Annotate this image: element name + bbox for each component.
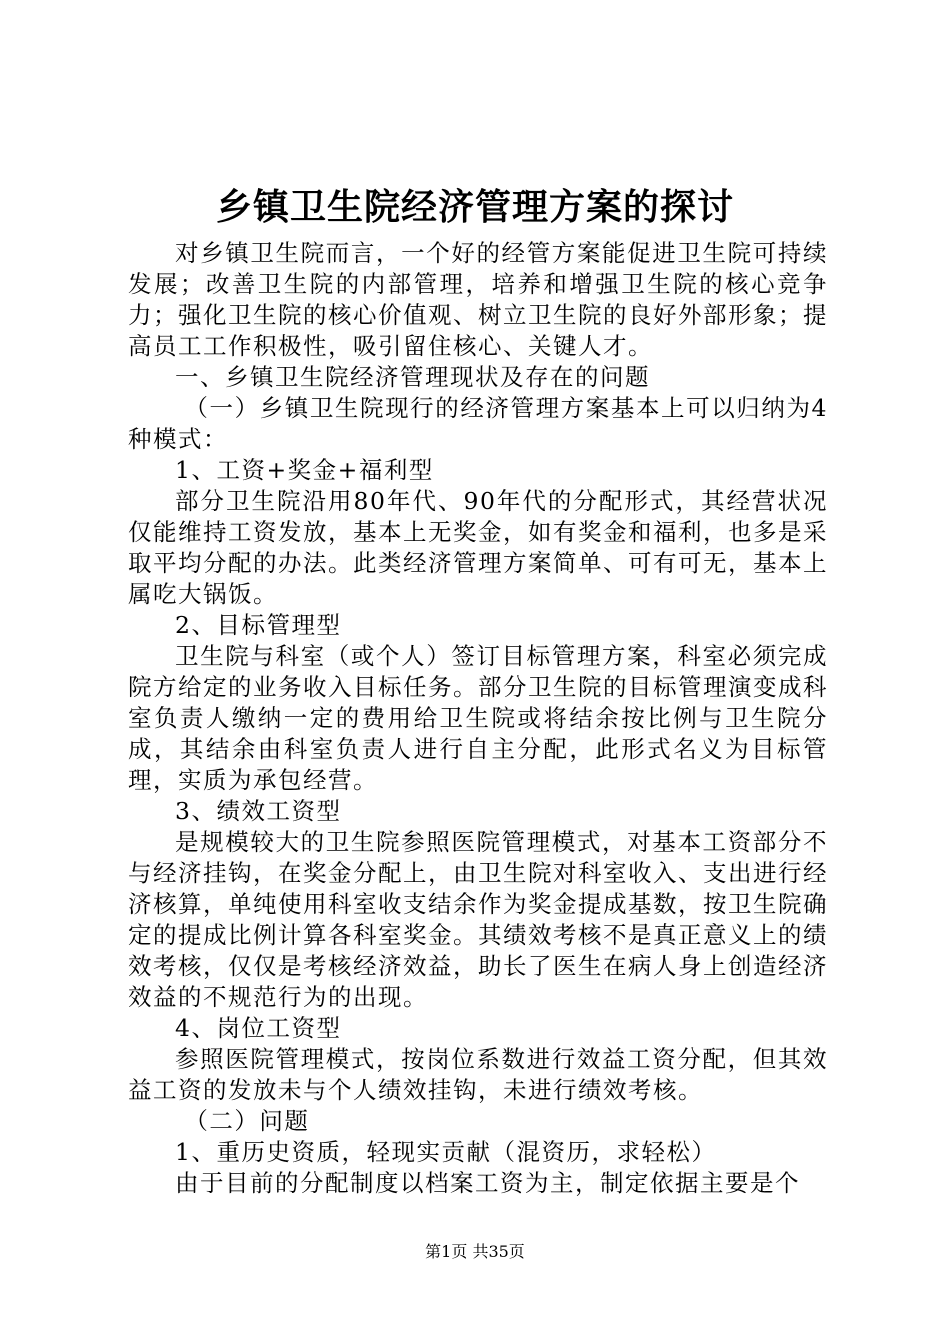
list-heading-1: 1、工资+奖金+福利型 — [175, 456, 434, 484]
list-heading-3: 3、绩效工资型 — [175, 797, 342, 825]
document-title: 乡镇卫生院经济管理方案的探讨 — [215, 186, 734, 228]
paragraph-5: 由于目前的分配制度以档案工资为主，制定依据主要是个 — [175, 1169, 800, 1197]
document-body — [128, 238, 828, 1199]
paragraph-4: 参照医院管理模式，按岗位系数进行效益工资分配，但其效益工资的发放未与个人绩效挂钩，未进行绩效考核。 — [128, 1045, 828, 1104]
subsection-heading-2: （二）问题 — [184, 1107, 310, 1135]
list-heading-2: 2、目标管理型 — [175, 611, 342, 639]
paragraph-3: 是规模较大的卫生院参照医院管理模式，对基本工资部分不与经济挂钩，在奖金分配上，由卫生院对科室收入、支出进行经济核算，单纯使用科室收支结余作为奖金提成基数，按卫生院确定的提成比例计算各科室奖金。其绩效考核不是真正意义上的绩效考核，仅仅是考核经济效益，助长了医生在病人身上创造经济效益的不规范行为的出现。 — [128, 828, 828, 1011]
paragraph-1: 部分卫生院沿用80年代、90年代的分配形式，其经营状况仅能维持工资发放，基本上无奖金，如有奖金和福利，也多是采取平均分配的办法。此类经济管理方案简单、可有可无，基本上属吃大锅饭。 — [128, 487, 828, 608]
page-footer: 第1页 共35页 — [425, 1242, 525, 1261]
subsection-heading-1: （一）乡镇卫生院现行的经济管理方案基本上可以归纳为4种模式： — [128, 394, 828, 453]
paragraph-intro: 对乡镇卫生院而言，一个好的经管方案能促进卫生院可持续发展；改善卫生院的内部管理，培养和增强卫生院的核心竞争力；强化卫生院的核心价值观、树立卫生院的良好外部形象；提高员工工作积极性，吸引留住核心、关键人才。 — [128, 239, 828, 360]
section-heading-1: 一、乡镇卫生院经济管理现状及存在的问题 — [175, 363, 650, 391]
list-heading-4: 4、岗位工资型 — [175, 1014, 342, 1042]
paragraph-2: 卫生院与科室（或个人）签订目标管理方案，科室必须完成院方给定的业务收入目标任务。部分卫生院的目标管理演变成科室负责人缴纳一定的费用给卫生院或将结余按比例与卫生院分成，其结余由科室负责人进行自主分配，此形式名义为目标管理，实质为承包经营。 — [128, 642, 828, 794]
list-heading-5: 1、重历史资质，轻现实贡献（混资历，求轻松） — [175, 1138, 717, 1166]
